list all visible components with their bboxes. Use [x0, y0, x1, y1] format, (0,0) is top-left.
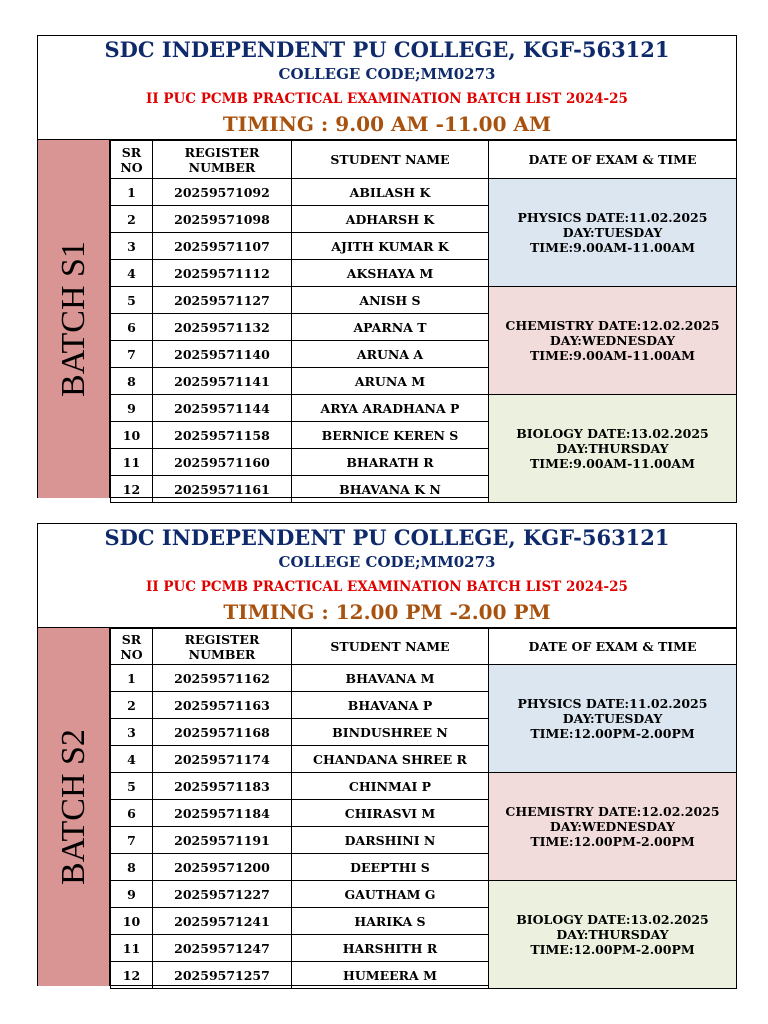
batch-card — [37, 523, 737, 986]
slot-date: CHEMISTRY DATE:12.02.2025 — [505, 804, 720, 819]
register-number: 20259571098 — [153, 206, 292, 233]
register-number: 20259571241 — [153, 908, 292, 935]
student-name: BHAVANA P — [292, 692, 489, 719]
student-name: CHANDANA SHREE R — [292, 746, 489, 773]
register-number: 20259571184 — [153, 800, 292, 827]
slot-day: DAY:TUESDAY — [562, 711, 663, 726]
slot-time: TIME:9.00AM-11.00AM — [530, 240, 695, 255]
student-name: ARUNA M — [292, 368, 489, 395]
sr-no: 7 — [111, 341, 153, 368]
batch-side-label — [38, 140, 110, 498]
batch-label: BATCH S1 — [54, 241, 92, 397]
sr-no: 5 — [111, 287, 153, 314]
student-name: HARIKA S — [292, 908, 489, 935]
header-student-name: STUDENT NAME — [292, 141, 489, 179]
student-name: BHAVANA K N — [292, 476, 489, 503]
student-name: ARYA ARADHANA P — [292, 395, 489, 422]
register-number: 20259571227 — [153, 881, 292, 908]
register-number: 20259571158 — [153, 422, 292, 449]
register-number: 20259571161 — [153, 476, 292, 503]
sr-no: 4 — [111, 260, 153, 287]
physics-slot — [489, 179, 737, 287]
sr-no: 6 — [111, 800, 153, 827]
register-number: 20259571127 — [153, 287, 292, 314]
sr-no: 9 — [111, 395, 153, 422]
student-name: APARNA T — [292, 314, 489, 341]
student-name: BHARATH R — [292, 449, 489, 476]
register-number: 20259571257 — [153, 962, 292, 989]
student-name: AJITH KUMAR K — [292, 233, 489, 260]
register-number: 20259571183 — [153, 773, 292, 800]
table-header-row — [111, 629, 737, 665]
header-sr-no: SR NO — [111, 629, 153, 665]
header-date-time: DATE OF EXAM & TIME — [489, 629, 737, 665]
sr-no: 3 — [111, 719, 153, 746]
batch-body — [38, 628, 736, 986]
student-name: HARSHITH R — [292, 935, 489, 962]
slot-date: BIOLOGY DATE:13.02.2025 — [516, 912, 709, 927]
student-name: ARUNA A — [292, 341, 489, 368]
sr-no: 6 — [111, 314, 153, 341]
register-number: 20259571107 — [153, 233, 292, 260]
header-student-name: STUDENT NAME — [292, 629, 489, 665]
chemistry-slot — [489, 773, 737, 881]
slot-day: DAY:THURSDAY — [556, 441, 669, 456]
batch-header — [38, 36, 736, 140]
register-number: 20259571174 — [153, 746, 292, 773]
register-number: 20259571144 — [153, 395, 292, 422]
header-register-number: REGISTER NUMBER — [153, 629, 292, 665]
student-name: DARSHINI N — [292, 827, 489, 854]
student-name: GAUTHAM G — [292, 881, 489, 908]
register-number: 20259571168 — [153, 719, 292, 746]
sr-no: 1 — [111, 179, 153, 206]
register-number: 20259571140 — [153, 341, 292, 368]
timing: TIMING : 9.00 AM -11.00 AM — [222, 112, 552, 136]
table-row — [111, 773, 737, 800]
register-number: 20259571141 — [153, 368, 292, 395]
slot-date: PHYSICS DATE:11.02.2025 — [517, 210, 708, 225]
student-name: CHIRASVI M — [292, 800, 489, 827]
student-name: ADHARSH K — [292, 206, 489, 233]
exam-title: II PUC PCMB PRACTICAL EXAMINATION BATCH LIST 2024-25 — [146, 579, 628, 595]
register-number: 20259571160 — [153, 449, 292, 476]
student-table — [110, 140, 737, 503]
student-table — [110, 628, 737, 989]
sr-no: 9 — [111, 881, 153, 908]
table-row — [111, 179, 737, 206]
student-name: HUMEERA M — [292, 962, 489, 989]
sr-no: 8 — [111, 854, 153, 881]
slot-time: TIME:9.00AM-11.00AM — [530, 456, 695, 471]
student-name: BINDUSHREE N — [292, 719, 489, 746]
sr-no: 7 — [111, 827, 153, 854]
sr-no: 10 — [111, 422, 153, 449]
slot-time: TIME:9.00AM-11.00AM — [530, 348, 695, 363]
college-code: COLLEGE CODE;MM0273 — [278, 553, 496, 571]
sr-no: 8 — [111, 368, 153, 395]
exam-title: II PUC PCMB PRACTICAL EXAMINATION BATCH LIST 2024-25 — [146, 91, 628, 107]
header-date-time: DATE OF EXAM & TIME — [489, 141, 737, 179]
table-row — [111, 665, 737, 692]
header-sr-no: SR NO — [111, 141, 153, 179]
register-number: 20259571191 — [153, 827, 292, 854]
batch-side-label — [38, 628, 110, 986]
sr-no: 10 — [111, 908, 153, 935]
slot-day: DAY:WEDNESDAY — [549, 819, 676, 834]
batch-body — [38, 140, 736, 498]
register-number: 20259571247 — [153, 935, 292, 962]
batch-card — [37, 35, 737, 498]
slot-time: TIME:12.00PM-2.00PM — [530, 726, 695, 741]
college-name: SDC INDEPENDENT PU COLLEGE, KGF-563121 — [104, 525, 670, 550]
register-number: 20259571132 — [153, 314, 292, 341]
sr-no: 2 — [111, 692, 153, 719]
biology-slot — [489, 881, 737, 989]
register-number: 20259571163 — [153, 692, 292, 719]
biology-slot — [489, 395, 737, 503]
table-row — [111, 881, 737, 908]
college-name: SDC INDEPENDENT PU COLLEGE, KGF-563121 — [104, 37, 670, 62]
sr-no: 11 — [111, 935, 153, 962]
slot-date: PHYSICS DATE:11.02.2025 — [517, 696, 708, 711]
header-register-number: REGISTER NUMBER — [153, 141, 292, 179]
register-number: 20259571162 — [153, 665, 292, 692]
batch-header — [38, 524, 736, 628]
batch-label: BATCH S2 — [54, 729, 92, 885]
slot-date: BIOLOGY DATE:13.02.2025 — [516, 426, 709, 441]
student-name: ABILASH K — [292, 179, 489, 206]
sr-no: 4 — [111, 746, 153, 773]
timing: TIMING : 12.00 PM -2.00 PM — [223, 600, 551, 624]
table-header-row — [111, 141, 737, 179]
sr-no: 5 — [111, 773, 153, 800]
register-number: 20259571200 — [153, 854, 292, 881]
register-number: 20259571092 — [153, 179, 292, 206]
sr-no: 11 — [111, 449, 153, 476]
sr-no: 12 — [111, 476, 153, 503]
student-name: AKSHAYA M — [292, 260, 489, 287]
slot-day: DAY:THURSDAY — [556, 927, 669, 942]
table-row — [111, 395, 737, 422]
slot-time: TIME:12.00PM-2.00PM — [530, 834, 695, 849]
student-name: CHINMAI P — [292, 773, 489, 800]
table-row — [111, 287, 737, 314]
sr-no: 3 — [111, 233, 153, 260]
college-code: COLLEGE CODE;MM0273 — [278, 65, 496, 83]
physics-slot — [489, 665, 737, 773]
student-name: DEEPTHI S — [292, 854, 489, 881]
slot-day: DAY:WEDNESDAY — [549, 333, 676, 348]
sr-no: 12 — [111, 962, 153, 989]
student-name: BERNICE KEREN S — [292, 422, 489, 449]
sr-no: 1 — [111, 665, 153, 692]
sr-no: 2 — [111, 206, 153, 233]
student-name: ANISH S — [292, 287, 489, 314]
slot-day: DAY:TUESDAY — [562, 225, 663, 240]
slot-time: TIME:12.00PM-2.00PM — [530, 942, 695, 957]
chemistry-slot — [489, 287, 737, 395]
slot-date: CHEMISTRY DATE:12.02.2025 — [505, 318, 720, 333]
register-number: 20259571112 — [153, 260, 292, 287]
student-name: BHAVANA M — [292, 665, 489, 692]
